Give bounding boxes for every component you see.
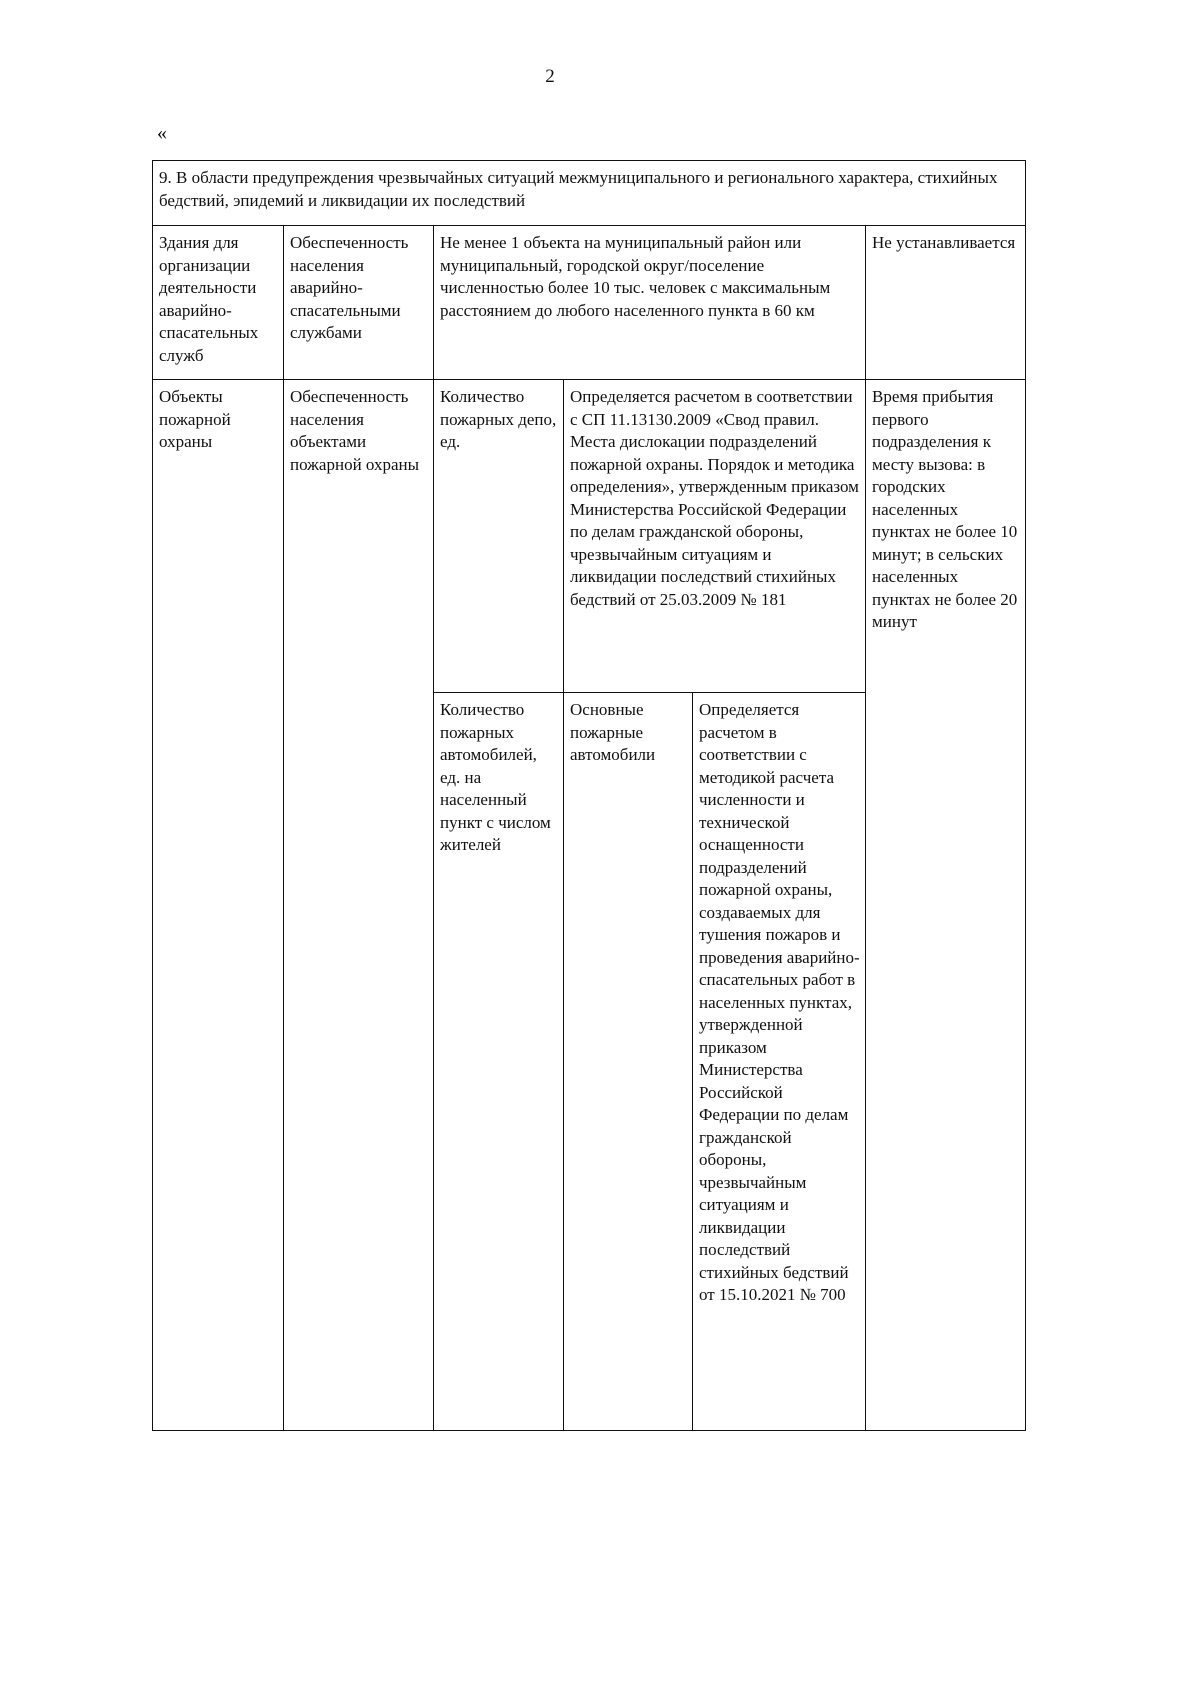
indicator-cell: Обеспеченность населения аварийно-спасательными службами (284, 226, 434, 380)
section-header-row (153, 161, 1026, 226)
accessibility-cell: Время прибытия первого подразделения к месту вызова: в городских населенных пунктах не более 10 минут; в сельских населенных пунктах не более 20 минут (866, 380, 1026, 1431)
table-row (153, 380, 1026, 693)
object-cell: Объекты пожарной охраны (153, 380, 284, 1431)
accessibility-cell: Не устанавливается (866, 226, 1026, 380)
sub-indicator-cell: Количество пожарных депо, ед. (434, 380, 564, 693)
value-cell: Не менее 1 объекта на муниципальный район или муниципальный, городской округ/поселение численностью более 10 тыс. человек с максимальным расстоянием до любого населенного пункта в 60 км (434, 226, 866, 380)
section-title: 9. В области предупреждения чрезвычайных ситуаций межмуниципального и регионального характера, стихийных бедствий, эпидемий и ликвидации их последствий (153, 161, 1026, 226)
standards-table (152, 160, 1026, 1431)
object-cell: Здания для организации деятельности аварийно-спасательных служб (153, 226, 284, 380)
vehicle-type-cell: Основные пожарные автомобили (564, 693, 693, 1431)
page-number: 2 (545, 66, 555, 87)
opening-quote-mark: « (157, 122, 167, 144)
indicator-cell: Обеспеченность населения объектами пожарной охраны (284, 380, 434, 1431)
table-row (153, 226, 1026, 380)
value-cell: Определяется расчетом в соответствии с методикой расчета численности и технической оснащенности подразделений пожарной охраны, создаваемых для тушения пожаров и проведения аварийно-спасательных работ в населенных пунктах, утвержденной приказом Министерства Российской Федерации по делам гражданской обороны, чрезвычайным ситуациям и ликвидации последствий стихийных бедствий от 15.10.2021 № 700 (693, 693, 866, 1431)
value-cell: Определяется расчетом в соответствии с СП 11.13130.2009 «Свод правил. Места дислокации подразделений пожарной охраны. Порядок и методика определения», утвержденным приказом Министерства Российской Федерации по делам гражданской обороны, чрезвычайным ситуациям и ликвидации последствий стихийных бедствий от 25.03.2009 № 181 (564, 380, 866, 693)
sub-indicator-cell: Количество пожарных автомобилей, ед. на населенный пункт с числом жителей (434, 693, 564, 1431)
